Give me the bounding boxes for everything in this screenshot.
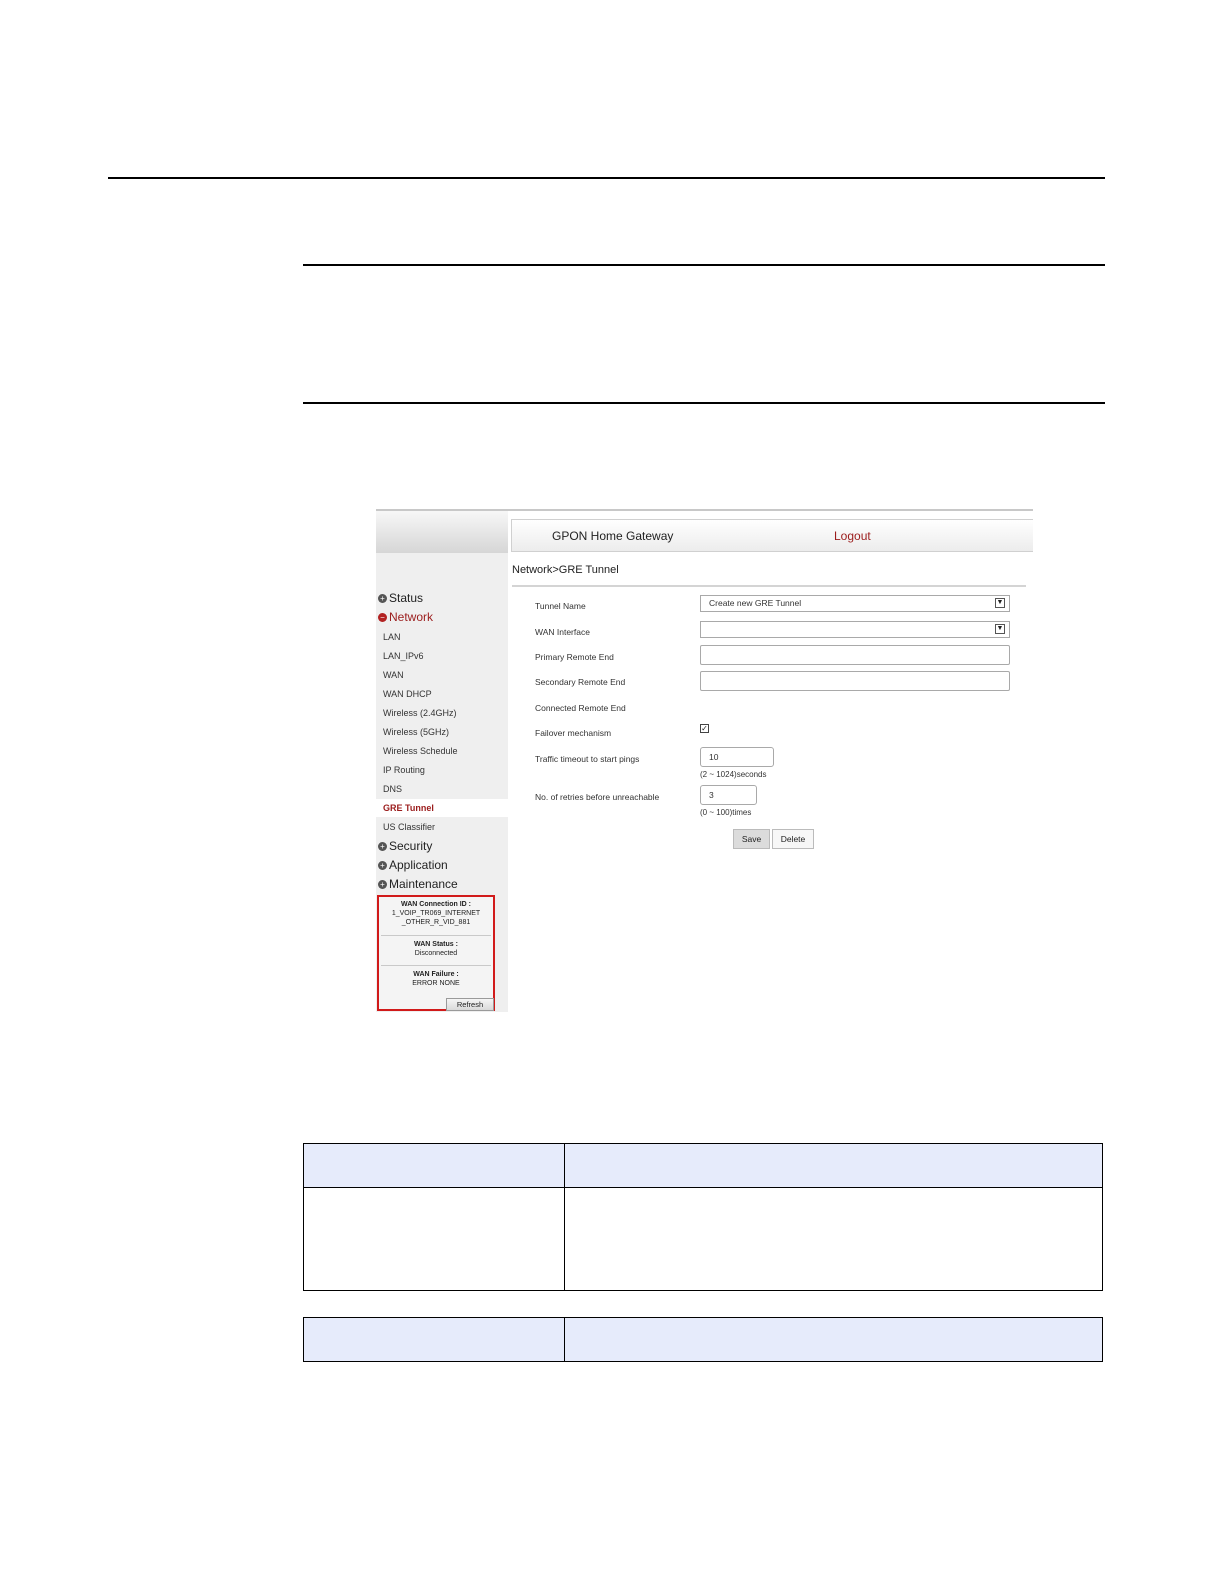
sidebar-item-label: Network: [389, 610, 434, 624]
wan-failure-value: ERROR NONE: [412, 980, 460, 987]
sidebar-item-wan[interactable]: WAN: [383, 670, 404, 680]
tunnel-name-select[interactable]: [700, 595, 1010, 612]
wan-connection-id: [379, 900, 493, 927]
failover-mechanism-label: Failover mechanism: [535, 728, 612, 738]
wan-connection-id-label: WAN Connection ID :: [401, 901, 471, 908]
sidebar-item-wireless-schedule[interactable]: Wireless Schedule: [383, 746, 458, 756]
sidebar-item-us-classifier[interactable]: US Classifier: [383, 822, 436, 832]
primary-remote-end-label: Primary Remote End: [535, 652, 614, 662]
sidebar-item-wireless-24[interactable]: Wireless (2.4GHz): [383, 708, 457, 718]
wan-status-label: WAN Status :: [414, 941, 458, 948]
section-top-rule: [303, 264, 1105, 266]
retries-label: No. of retries before unreachable: [535, 792, 660, 802]
sidebar-item-wan-dhcp[interactable]: WAN DHCP: [383, 689, 432, 699]
primary-remote-end-input[interactable]: [700, 645, 1010, 665]
delete-button[interactable]: Delete: [772, 829, 814, 849]
sidebar: [376, 511, 508, 1012]
refresh-button[interactable]: Refresh: [446, 998, 494, 1011]
table-header-cell: [565, 1144, 1103, 1188]
sidebar-item-maintenance[interactable]: [378, 877, 458, 891]
save-button[interactable]: Save: [733, 829, 770, 849]
chevron-down-icon: ▼: [996, 625, 1004, 632]
tunnel-name-value: Create new GRE Tunnel: [709, 598, 802, 608]
expand-plus-icon: +: [378, 861, 387, 870]
wan-status-box: [377, 895, 495, 1011]
sidebar-item-application[interactable]: [378, 858, 448, 872]
divider: [381, 935, 491, 936]
sidebar-item-network[interactable]: [378, 610, 433, 624]
secondary-remote-end-label: Secondary Remote End: [535, 677, 626, 687]
wan-status-value: Disconnected: [414, 950, 458, 957]
table-row: [304, 1188, 1103, 1291]
sidebar-item-status[interactable]: [378, 591, 423, 605]
sidebar-item-label: Status: [389, 591, 424, 605]
wan-interface-select[interactable]: [700, 621, 1010, 638]
app-header: [511, 519, 1033, 552]
traffic-timeout-hint: (2 ~ 1024)seconds: [700, 770, 767, 779]
sidebar-header: [376, 511, 508, 553]
secondary-remote-end-input[interactable]: [700, 671, 1010, 691]
sidebar-item-label: Security: [389, 839, 433, 853]
sidebar-item-wireless-5[interactable]: Wireless (5GHz): [383, 727, 450, 737]
section-bottom-rule: [303, 402, 1105, 404]
tunnel-name-label: Tunnel Name: [535, 601, 586, 611]
sidebar-item-ip-routing[interactable]: IP Routing: [383, 765, 425, 775]
wan-status: [379, 940, 493, 958]
table-cell: [304, 1188, 565, 1291]
gre-tunnel-screenshot: [376, 509, 1033, 1012]
wan-connection-id-value-1: 1_VOIP_TR069_INTERNET: [391, 910, 481, 917]
parameter-table-2: [303, 1317, 1103, 1362]
traffic-timeout-input[interactable]: 10: [700, 747, 774, 767]
sidebar-item-label: Maintenance: [389, 877, 458, 891]
parameter-table-1: [303, 1143, 1103, 1291]
table-header-row: [304, 1144, 1103, 1188]
table-header-row: [304, 1318, 1103, 1362]
sidebar-item-dns[interactable]: DNS: [383, 784, 403, 794]
divider: [381, 965, 491, 966]
expand-plus-icon: +: [378, 842, 387, 851]
sidebar-item-lan[interactable]: LAN: [383, 632, 401, 642]
table-cell: [565, 1188, 1103, 1291]
retries-input[interactable]: 3: [700, 785, 757, 805]
expand-plus-icon: +: [378, 594, 387, 603]
retries-hint: (0 ~ 100)times: [700, 808, 752, 817]
table-header-cell: [304, 1318, 565, 1362]
table-header-cell: [565, 1318, 1103, 1362]
chevron-down-icon: ▼: [996, 599, 1004, 606]
failover-checkbox[interactable]: ✓: [701, 724, 708, 733]
wan-failure: [379, 970, 493, 988]
sidebar-item-security[interactable]: [378, 839, 432, 853]
collapse-minus-icon: −: [378, 613, 387, 622]
sidebar-item-label: Application: [389, 858, 448, 872]
wan-connection-id-value-2: _OTHER_R_VID_881: [401, 919, 471, 926]
breadcrumb: Network>GRE Tunnel: [512, 564, 619, 576]
breadcrumb-divider: [512, 585, 1026, 587]
logout-link[interactable]: Logout: [834, 529, 871, 543]
traffic-timeout-label: Traffic timeout to start pings: [535, 754, 640, 764]
sidebar-item-gre-tunnel[interactable]: GRE Tunnel: [383, 803, 434, 813]
wan-interface-label: WAN Interface: [535, 627, 590, 637]
sidebar-item-lan-ipv6[interactable]: LAN_IPv6: [383, 651, 424, 661]
wan-failure-label: WAN Failure :: [413, 971, 459, 978]
app-title: GPON Home Gateway: [552, 529, 674, 543]
table-header-cell: [304, 1144, 565, 1188]
expand-plus-icon: +: [378, 880, 387, 889]
connected-remote-end-label: Connected Remote End: [535, 703, 626, 713]
page-top-rule: [108, 177, 1105, 179]
